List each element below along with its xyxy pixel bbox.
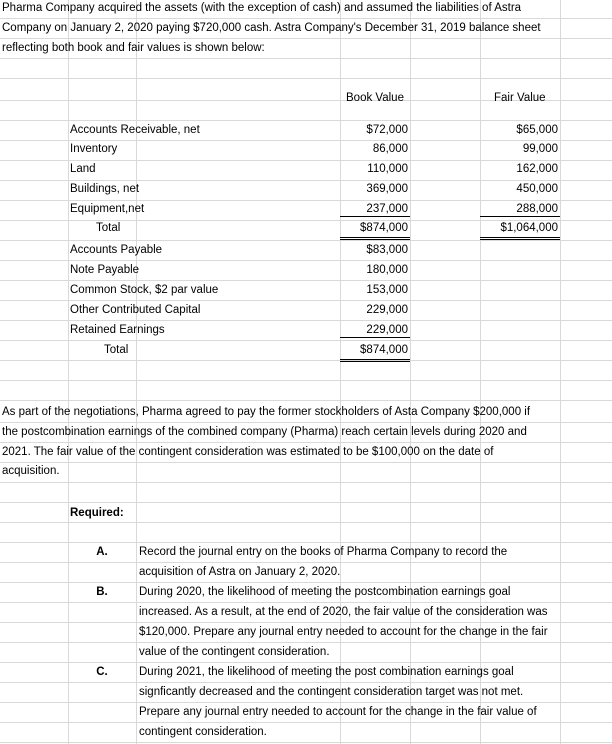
asset-label: Inventory bbox=[70, 143, 118, 155]
subtotal-rule bbox=[340, 318, 410, 338]
item-line: During 2020, the likelihood of meeting the postcombination earnings goal bbox=[139, 586, 511, 598]
liability-label: Common Stock, $2 par value bbox=[70, 284, 219, 296]
grid-row-line bbox=[0, 380, 612, 381]
intro-line: Pharma Company acquired the assets (with the exception of cash) and assumed the liabilities of Astra bbox=[2, 2, 522, 14]
negotiation-line: the postcombination earnings of the combined company (Pharma) reach certain levels during 2020 and bbox=[2, 426, 527, 438]
assets-total-book: $874,000 bbox=[360, 222, 408, 234]
asset-label: Land bbox=[70, 163, 96, 175]
item-line: contingent consideration. bbox=[139, 726, 267, 738]
liability-book-value: 229,000 bbox=[366, 324, 408, 336]
total-double-rule bbox=[340, 340, 410, 362]
negotiation-line: acquisition. bbox=[2, 465, 60, 477]
grid-col-line bbox=[560, 0, 561, 744]
asset-book-value: 369,000 bbox=[366, 183, 408, 195]
item-line: $120,000. Prepare any journal entry needed to account for the change in the fair bbox=[139, 626, 548, 638]
fair-value-header: Fair Value bbox=[494, 92, 546, 104]
grid-col-line bbox=[68, 0, 69, 744]
item-letter: B. bbox=[96, 586, 108, 598]
book-value-header: Book Value bbox=[346, 92, 404, 104]
liability-label: Other Contributed Capital bbox=[70, 304, 201, 316]
asset-fair-value: 450,000 bbox=[516, 183, 558, 195]
item-line: value of the contingent consideration. bbox=[139, 646, 330, 658]
item-line: signficantly decreased and the contingent consideration target was not met. bbox=[139, 686, 524, 698]
required-label: Required: bbox=[70, 507, 124, 519]
grid-row-line bbox=[0, 462, 612, 463]
item-line: Prepare any journal entry needed to account for the change in the fair value of bbox=[139, 706, 537, 718]
asset-fair-value: 162,000 bbox=[516, 163, 558, 175]
asset-label: Accounts Receivable, net bbox=[70, 124, 200, 136]
grid-row-line bbox=[0, 58, 612, 59]
item-line: increased. As a result, at the end of 2020, the fair value of the consideration was bbox=[139, 606, 548, 618]
grid-row-line bbox=[0, 482, 612, 483]
asset-fair-value: $65,000 bbox=[516, 124, 558, 136]
subtotal-rule bbox=[340, 197, 410, 217]
item-line: acquisition of Astra on January 2, 2020. bbox=[139, 566, 341, 578]
item-letter: C. bbox=[96, 666, 108, 678]
liability-label: Retained Earnings bbox=[70, 324, 165, 336]
asset-label: Buildings, net bbox=[70, 183, 140, 195]
liability-book-value: $83,000 bbox=[366, 244, 408, 256]
subtotal-rule bbox=[480, 197, 560, 217]
liability-label: Note Payable bbox=[70, 264, 140, 276]
negotiation-line: As part of the negotiations, Pharma agreed to pay the former stockholders of Asta Company $200,000 if bbox=[2, 406, 531, 418]
liability-book-value: 229,000 bbox=[366, 304, 408, 316]
total-double-rule bbox=[340, 218, 410, 240]
item-letter: A. bbox=[96, 546, 108, 558]
asset-label: Equipment,net bbox=[70, 203, 145, 215]
assets-total-fair: $1,064,000 bbox=[500, 222, 558, 234]
liability-label: Accounts Payable bbox=[70, 244, 163, 256]
grid-row-line bbox=[0, 340, 612, 341]
liab-total-label: Total bbox=[104, 344, 129, 356]
asset-fair-value: 288,000 bbox=[516, 203, 558, 215]
asset-book-value: 110,000 bbox=[367, 163, 408, 175]
asset-book-value: $72,000 bbox=[366, 124, 408, 136]
grid-row-line bbox=[0, 722, 612, 723]
liability-book-value: 153,000 bbox=[366, 284, 408, 296]
grid-row-line bbox=[0, 742, 612, 743]
grid-col-line bbox=[136, 0, 137, 744]
liability-book-value: 180,000 bbox=[366, 264, 408, 276]
liab-total-book: $874,000 bbox=[360, 344, 408, 356]
grid-row-line bbox=[0, 78, 612, 79]
asset-book-value: 237,000 bbox=[366, 203, 408, 215]
grid-row-line bbox=[0, 400, 612, 401]
total-double-rule bbox=[480, 218, 560, 240]
item-line: During 2021, the likelihood of meeting the post combination earnings goal bbox=[139, 666, 514, 678]
intro-line: Company on January 2, 2020 paying $720,000 cash. Astra Company's December 31, 2019 balance sheet bbox=[2, 22, 541, 34]
asset-fair-value: 99,000 bbox=[522, 143, 558, 155]
item-line: Record the journal entry on the books of Pharma Company to record the bbox=[139, 546, 508, 558]
intro-line: reflecting both book and fair values is shown below: bbox=[2, 42, 265, 54]
asset-book-value: 86,000 bbox=[372, 143, 408, 155]
negotiation-line: 2021. The fair value of the contingent consideration was estimated to be $100,000 on the date of bbox=[2, 446, 494, 458]
assets-total-label: Total bbox=[96, 222, 121, 234]
grid-row-line bbox=[0, 360, 612, 361]
